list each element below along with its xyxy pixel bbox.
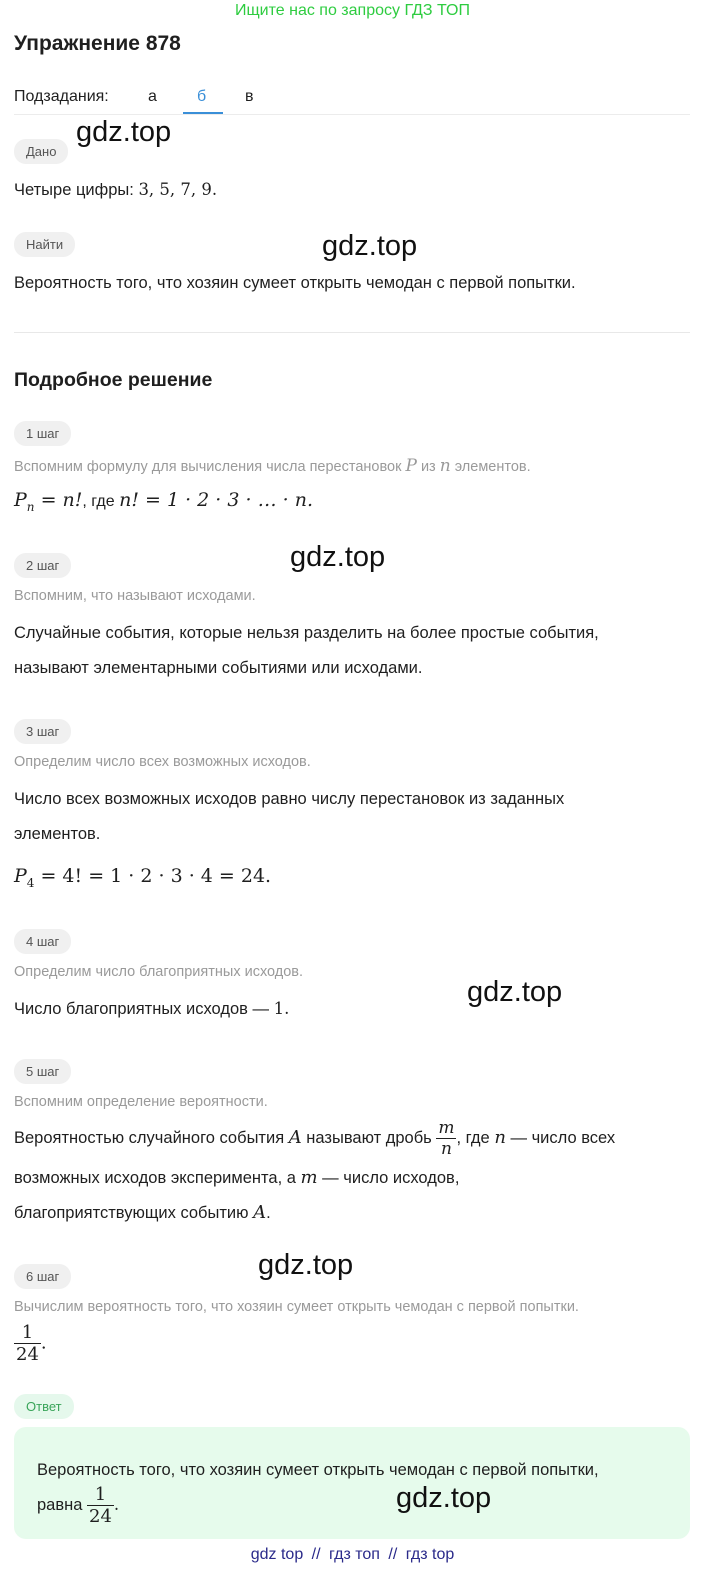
watermark: gdz.top [258, 1249, 354, 1281]
footer-separator: // [388, 1546, 398, 1563]
step-4-badge: 4 шаг [14, 929, 71, 954]
step-3-hint: Определим число всех возможных исходов. [14, 754, 311, 770]
step-5-line3: благоприятствующих событию A. [14, 1202, 271, 1223]
find-text: Вероятность того, что хозяин сумеет открыть чемодан с первой попытки. [14, 274, 576, 292]
step-6-badge: 6 шаг [14, 1264, 71, 1289]
page-title: Упражнение 878 [14, 32, 181, 55]
step-6-result: $\frac{1}{24}$ . [16, 1322, 47, 1365]
active-tab-indicator [183, 112, 223, 114]
fraction-m-n: $\frac{m}{n}$ [438, 1118, 455, 1160]
top-banner: Ищите нас по запросу ГДЗ ТОП [235, 2, 470, 19]
step-4-text: Число благоприятных исходов — 1. [14, 999, 290, 1018]
subtasks-label: Подзадания: [14, 88, 109, 105]
answer-badge: Ответ [14, 1394, 74, 1419]
watermark: gdz.top [467, 976, 563, 1008]
watermark: gdz.top [322, 230, 418, 262]
watermark: gdz.top [290, 541, 386, 573]
step-5-hint: Вспомним определение вероятности. [14, 1094, 268, 1110]
tabs-divider [14, 114, 690, 115]
step-6-hint: Вычислим вероятность того, что хозяин сумеет открыть чемодан с первой попытки. [14, 1299, 579, 1315]
step-2-badge: 2 шаг [14, 553, 71, 578]
solution-title: Подробное решение [14, 369, 213, 391]
step-1-badge: 1 шаг [14, 421, 71, 446]
tab-b[interactable]: б [197, 88, 207, 105]
step-2-line2: называют элементарными событиями или исходами. [14, 659, 423, 677]
footer-links [0, 1546, 705, 1564]
tab-v[interactable]: в [245, 88, 254, 105]
step-3-badge: 3 шаг [14, 719, 71, 744]
step-2-hint: Вспомним, что называют исходами. [14, 588, 256, 604]
step-2-line1: Случайные события, которые нельзя разделить на более простые события, [14, 624, 599, 642]
footer-link-gdz-top-ru[interactable]: гдз топ [329, 1546, 380, 1563]
step-5-badge: 5 шаг [14, 1059, 71, 1084]
watermark: gdz.top [396, 1482, 492, 1514]
step-4-hint: Определим число благоприятных исходов. [14, 964, 304, 980]
fraction-1-24: $\frac{1}{24}$ [16, 1322, 39, 1365]
given-badge: Дано [14, 139, 68, 164]
tab-a[interactable]: а [148, 88, 157, 105]
footer-link-gdz-top[interactable]: gdz top [250, 1546, 304, 1563]
step-1-hint: Вспомним формулу для вычисления числа перестановок P из n элементов. [14, 456, 531, 476]
answer-line1: Вероятность того, что хозяин сумеет открыть чемодан с первой попытки, [37, 1461, 599, 1479]
step-5-line2: возможных исходов эксперимента, а m — число исходов, [14, 1167, 460, 1188]
footer-separator: // [311, 1546, 321, 1563]
answer-line2: равна $\frac{1}{24}$ . [37, 1484, 120, 1528]
watermark: gdz.top [76, 116, 172, 148]
step-3-line1: Число всех возможных исходов равно числу перестановок из заданных [14, 790, 565, 808]
step-5-line1: Вероятностью случайного события A называют дробь $\frac{m}{n}$ , где n — число всех [14, 1118, 616, 1160]
footer-link-gdz-top-mixed[interactable]: гдз top [405, 1546, 455, 1563]
find-badge: Найти [14, 232, 75, 257]
given-text: Четыре цифры: 3, 5, 7, 9. [14, 180, 218, 199]
step-1-formula: $P_n = n$!, где n! = 1 · 2 · 3 · … · n. [14, 489, 313, 514]
step-3-line2: элементов. [14, 825, 101, 843]
step-3-formula: $P_4 = 4$! = 1 · 2 · 3 · 4 = 24. [14, 865, 272, 890]
section-divider [14, 332, 690, 333]
answer-fraction: $\frac{1}{24}$ [89, 1484, 112, 1528]
